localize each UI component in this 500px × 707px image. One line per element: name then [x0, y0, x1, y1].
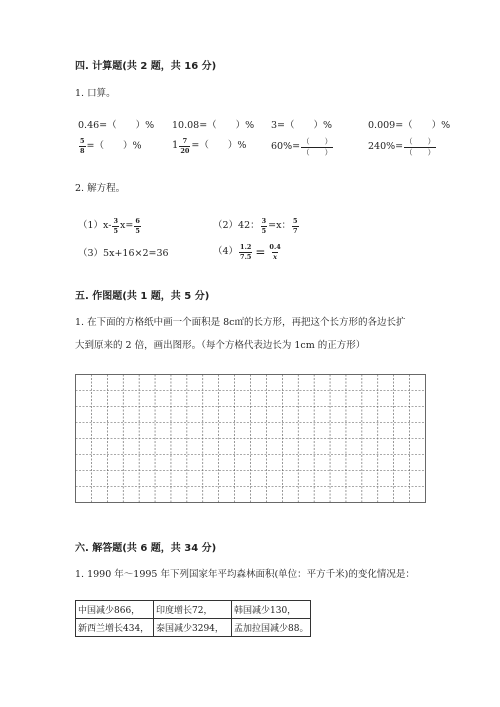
section5-title: 五. 作图题(共 1 题，共 5 分)	[75, 291, 210, 302]
oral-calc-item: 1 $\frac{7}{20}$ =（ ）%	[172, 137, 247, 155]
blank-fraction: $\frac{( )}{( )}$	[302, 137, 333, 157]
equation: （2）42： $\frac{3}{5}$ =x： $\frac{5}{7}$	[213, 217, 298, 235]
table-cell: 泰国减少3294，	[154, 619, 232, 637]
section6-title: 六. 解答题(共 6 题，共 34 分)	[75, 543, 217, 554]
oral-calc-item: 0.009=（ ）%	[368, 120, 451, 131]
table-cell: 新西兰增长434，	[76, 619, 154, 637]
question-5-1-text: 大到原来的 2 倍，画出图形。（每个方格代表边长为 1cm 的正方形）	[75, 340, 366, 351]
question-4-2-label: 2. 解方程。	[75, 183, 126, 194]
oral-calc-item: 0.46=（ ）%	[78, 120, 155, 131]
table-row	[76, 601, 311, 619]
oral-calc-item: 240%= $\frac{( )}{( )}$	[368, 137, 436, 157]
equation: （1）x- $\frac{3}{5}$ x= $\frac{6}{5}$	[78, 217, 140, 235]
fraction: $\frac{0.4}{x}$	[269, 243, 281, 261]
question-4-1-label: 1. 口算。	[75, 88, 116, 99]
table-cell: 印度增长72，	[154, 601, 232, 619]
table-row	[76, 619, 311, 637]
oral-calc-item: $\frac{5}{8}$ =（ ）%	[80, 137, 142, 155]
equation: （3）5x+16×2=36	[78, 248, 169, 259]
oral-calc-item: 10.08=（ ）%	[172, 120, 255, 131]
table-cell: 韩国减少130，	[232, 601, 311, 619]
fraction: $\frac{7}{20}$	[180, 137, 190, 155]
table-cell: 孟加拉国减少88。	[232, 619, 311, 637]
fraction: $\frac{5}{8}$	[80, 137, 85, 155]
fraction: $\frac{5}{7}$	[293, 217, 298, 235]
question-6-1-text: 1. 1990 年～1995 年下列国家年平均森林面积(单位：平方千米)的变化情况是：	[75, 569, 415, 580]
fraction: $\frac{3}{5}$	[113, 217, 118, 235]
fraction: $\frac{6}{5}$	[135, 217, 140, 235]
question-5-1-text: 1. 在下面的方格纸中画一个面积是 8c㎡的长方形，再把这个长方形的各边长扩	[75, 317, 406, 328]
forest-area-table	[75, 600, 311, 637]
equation: （4） $\frac{1.2}{7.5}$ = $\frac{0.4}{x}$	[213, 243, 281, 261]
grid-paper[interactable]	[75, 374, 426, 503]
fraction: $\frac{1.2}{7.5}$	[240, 243, 252, 261]
oral-calc-item: 3=（ ）%	[271, 120, 333, 131]
fraction: $\frac{3}{5}$	[261, 217, 267, 235]
oral-calc-item: 60%= $\frac{( )}{( )}$	[271, 137, 333, 157]
section4-title: 四. 计算题(共 2 题，共 16 分)	[75, 61, 217, 72]
blank-fraction: $\frac{( )}{( )}$	[405, 137, 436, 157]
table-cell: 中国减少866，	[76, 601, 154, 619]
